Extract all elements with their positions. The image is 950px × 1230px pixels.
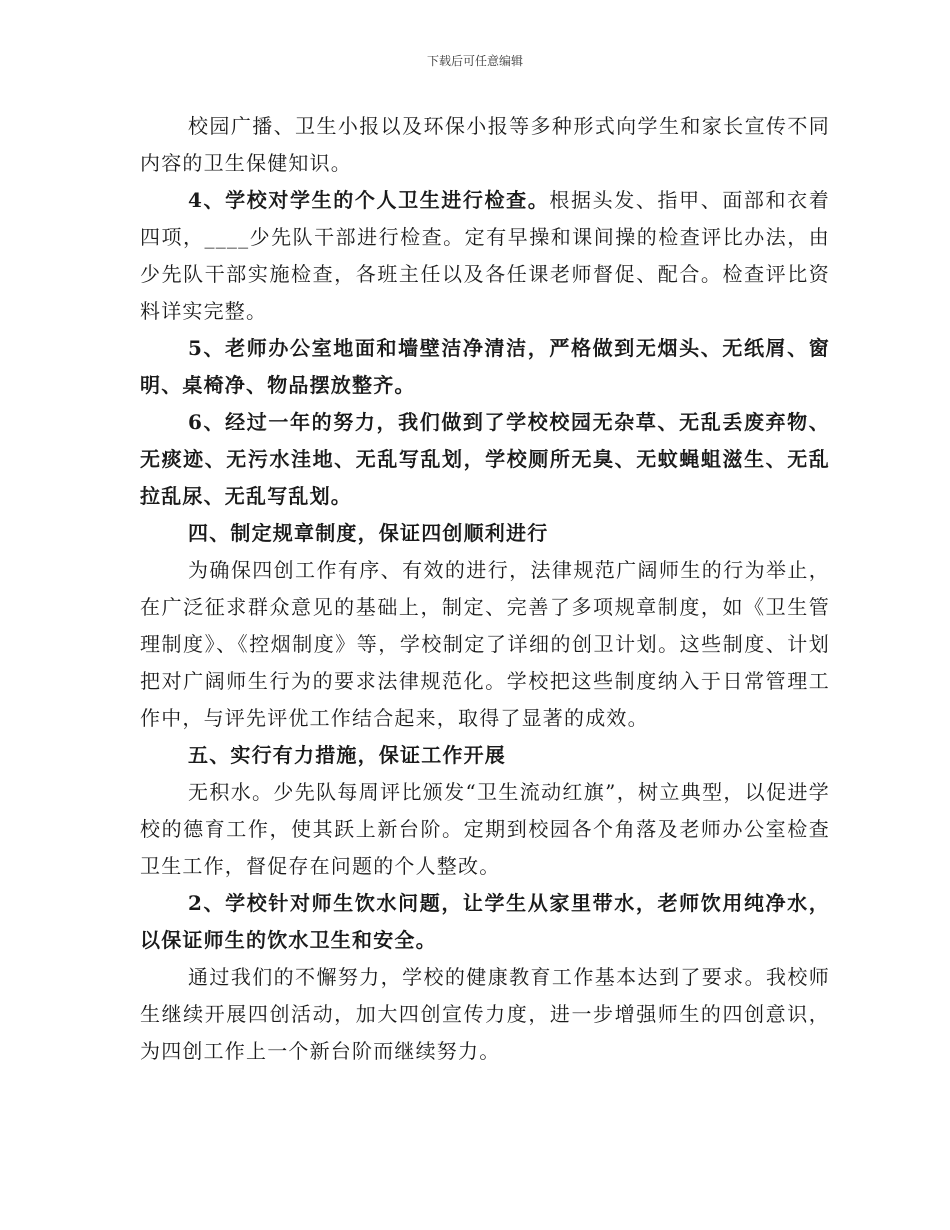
paragraph-conclusion: 通过我们的不懈努力，学校的健康教育工作基本达到了要求。我校师生继续开展四创活动，加大四创宣传力度，进一步增强师生的四创意识，为四创工作上一个新台阶而继续努力。 bbox=[140, 965, 830, 1063]
section-heading-measures: 五、实行有力措施，保证工作开展 bbox=[188, 743, 506, 767]
paragraph-drinking-water: 2、学校针对师生饮水问题，让学生从家里带水，老师饮用纯净水，以保证师生的饮水卫生和安全。 bbox=[140, 891, 830, 952]
paragraph-personal-hygiene-lead: 4、学校对学生的个人卫生进行检查。 bbox=[188, 188, 550, 212]
paragraph-campus-results: 6、经过一年的努力，我们做到了学校校园无杂草、无乱丢废弃物、无痰迹、无污水洼地、无乱写乱划，学校厕所无臭、无蚊蝇蛆滋生、无乱拉乱尿、无乱写乱划。 bbox=[140, 410, 830, 508]
paragraph-office-cleanliness: 5、老师办公室地面和墙壁洁净清洁，严格做到无烟头、无纸屑、窗明、桌椅净、物品摆放整齐。 bbox=[140, 336, 830, 397]
paragraph-personal-hygiene-body: 根据头发、指甲、面部和衣着四项，____少先队干部进行检查。定有早操和课间操的检查评比办法，由少先队干部实施检查，各班主任以及各任课老师督促、配合。检查评比资料详实完整。 bbox=[140, 188, 830, 323]
paragraph-personal-hygiene bbox=[140, 182, 830, 330]
paragraph-publicity: 校园广播、卫生小报以及环保小报等多种形式向学生和家长宣传不同内容的卫生保健知识。 bbox=[140, 114, 830, 175]
document-body bbox=[140, 108, 830, 1070]
page-header-note: 下载后可任意编辑 bbox=[426, 54, 523, 68]
section-heading-rules: 四、制定规章制度，保证四创顺利进行 bbox=[188, 521, 549, 545]
paragraph-measures: 无积水。少先队每周评比颁发“卫生流动红旗”，树立典型，以促进学校的德育工作，使其跃上新台阶。定期到校园各个角落及老师办公室检查卫生工作，督促存在问题的个人整改。 bbox=[140, 780, 830, 878]
paragraph-rules: 为确保四创工作有序、有效的进行，法律规范广阔师生的行为举止，在广泛征求群众意见的基础上，制定、完善了多项规章制度，如《卫生管理制度》、《控烟制度》等，学校制定了详细的创卫计划。这些制度、计划把对广阔师生行为的要求法律规范化。学校把这些制度纳入于日常管理工作中，与评先评优工作结合起来，取得了显著的成效。 bbox=[140, 558, 830, 730]
